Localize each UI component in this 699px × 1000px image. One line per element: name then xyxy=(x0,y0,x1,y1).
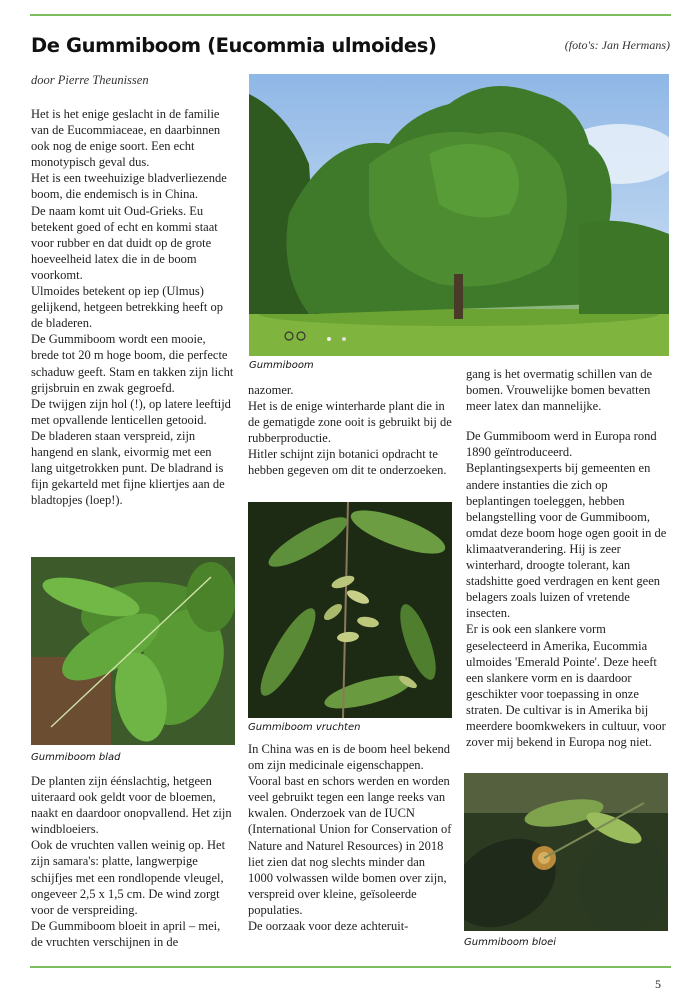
paragraph: De Gummiboom wordt een mooie, brede tot 20 m hoge boom, die perfecte schaduw geeft. Stam en takken zijn licht grijsbruin en zwak gegroefd. xyxy=(31,332,234,395)
paragraph: Er is ook een slankere vorm geselecteerd in Amerika, Eucommia ulmoides 'Emerald Pointe'. Deze heeft een slankere vorm en is daardoor geschikter voor toepassing in onze straten. De cultivar is in Amerika bij meerdere boomkwekers in cultuur, voor zover mij bekend in Europa nog niet. xyxy=(466,622,666,750)
paragraph: In China was en is de boom heel bekend om zijn medicinale eigenschappen. Vooral bast en schors werden en worden veel gebruikt tegen een lange reeks van kwalen. Onderzoek van de IUCN (International Union for Conservation of Nature and Naturel Resources) in 2018 liet zien dat nog slechts minder dan 1000 volwassen wilde bomen over zijn, verspreid over kleine, geïsoleerde populaties. xyxy=(248,742,452,917)
leaf-photo xyxy=(31,557,235,745)
bottom-rule xyxy=(30,966,671,968)
column-2-bottom-text xyxy=(248,741,452,934)
byline: door Pierre Theunissen xyxy=(31,73,149,87)
paragraph: Het is de enige winterharde plant die in de gematigde zone ooit is gebruikt bij de rubberproductie. xyxy=(248,399,452,446)
paragraph: De twijgen zijn hol (!), op latere leeftijd met opvallende lenticellen getooid. xyxy=(31,396,231,427)
paragraph: De bladeren staan verspreid, zijn hangend en slank, eivormig met een lang uitgetrokken punt. De bladrand is fijn gekarteld met fijne kliertjes aan de bladtopjes (loep!). xyxy=(31,428,225,508)
flower-photo xyxy=(464,773,668,931)
paragraph: Ook de vruchten vallen weinig op. Het zijn samara's: platte, langwerpige schijfjes met een rondlopende vleugel, ongeveer 2,5 x 1,5 cm. De wind zorgt voor de verspreiding. xyxy=(31,838,226,917)
paragraph: De oorzaak voor deze achteruit- xyxy=(248,919,409,934)
paragraph: De Gummiboom bloeit in april – mei, de vruchten verschijnen in de xyxy=(31,918,221,949)
paragraph: nazomer. xyxy=(248,383,294,397)
paragraph: Hitler schijnt zijn botanici opdracht te hebben gegeven om dit te onderzoeken. xyxy=(248,447,447,478)
column-1-bottom-text xyxy=(31,773,235,950)
caption-flower: Gummiboom bloei xyxy=(464,937,557,948)
page-title: De Gummiboom (Eucommia ulmoides) xyxy=(31,34,437,57)
paragraph: De planten zijn éénslachtig, hetgeen uiteraard ook geldt voor de bloemen, naakt en daardoor onopvallend. Het zijn windbloeiers. xyxy=(31,774,232,837)
paragraph: Ulmoides betekent op iep (Ulmus) gelijkend, hetgeen betrekking heeft op de bladeren. xyxy=(31,284,223,331)
caption-tree: Gummiboom xyxy=(249,360,314,371)
page-number: 5 xyxy=(655,977,661,991)
paragraph: De Gummiboom werd in Europa rond 1890 geïntroduceerd. Beplantingsexperts bij gemeenten en andere instanties die zich op beplantingen toeleggen, hebben belangstelling voor de Gummiboom, omdat deze boom hoge ogen gooit in de klimaatverandering. Hij is zeer winterhard, droogte tolerant, kan stadshitte goed verdragen en kent geen belagers zoals luizen of vretende insecten. xyxy=(466,429,667,621)
tree-photo xyxy=(249,74,669,356)
photo-credit: (foto's: Jan Hermans) xyxy=(564,38,670,52)
column-3-text xyxy=(466,366,670,750)
top-rule xyxy=(30,14,671,16)
caption-fruits: Gummiboom vruchten xyxy=(248,722,361,733)
fruits-photo xyxy=(248,502,452,718)
paragraph: Het is een tweehuizige bladverliezende boom, die endemisch is in China. xyxy=(31,171,227,202)
column-2-top-text xyxy=(248,382,452,479)
column-1-text xyxy=(31,106,235,508)
caption-leaf: Gummiboom blad xyxy=(31,752,121,763)
paragraph: Het is het enige geslacht in de familie van de Eucommiaceae, en daarbinnen ook nog de enige soort. Een echt monotypisch geval dus. xyxy=(31,107,221,170)
paragraph: gang is het overmatig schillen van de bomen. Vrouwelijke bomen bevatten meer latex dan mannelijke. xyxy=(466,367,653,414)
paragraph: De naam komt uit Oud-Grieks. Eu betekent goed of echt en kommi staat voor rubber en dat duidt op de grote hoeveelheid latex die in de boom voorkomt. xyxy=(31,203,218,282)
